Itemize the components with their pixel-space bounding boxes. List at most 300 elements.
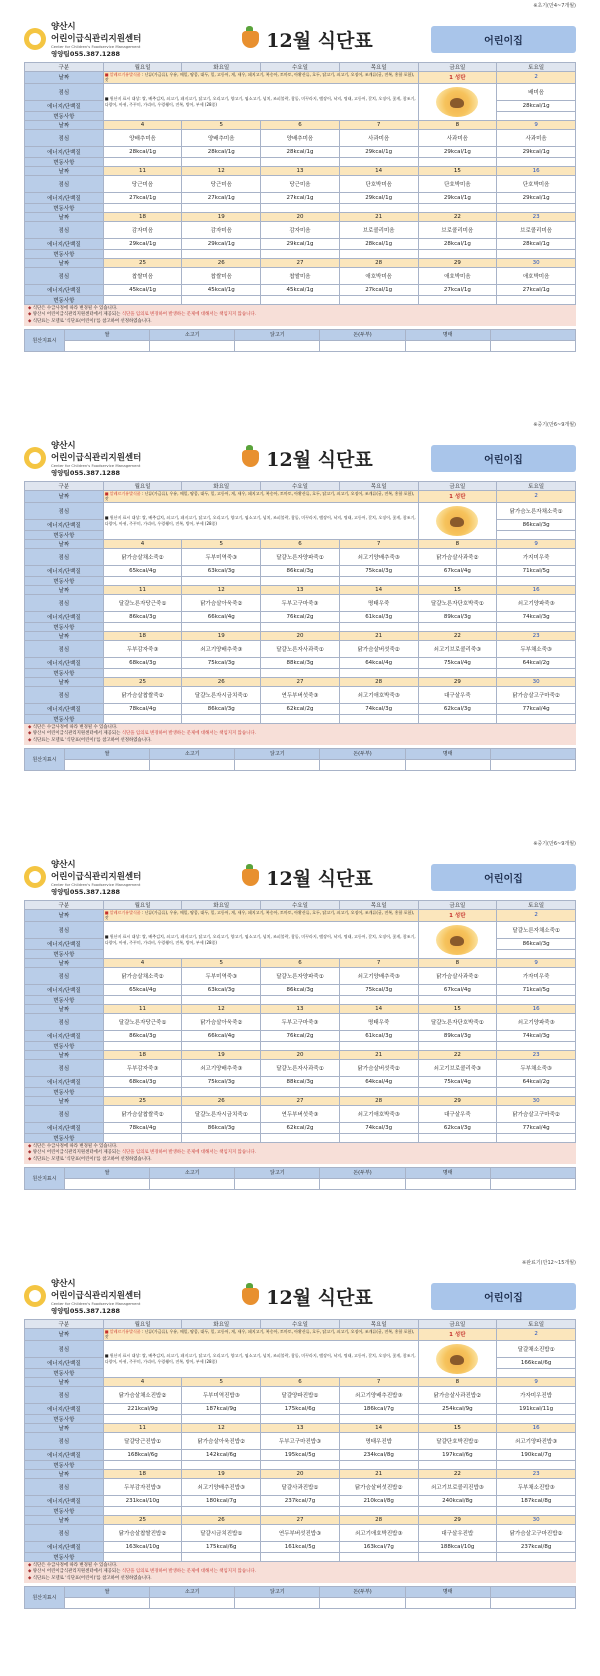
energy-protein-row	[25, 1076, 576, 1087]
date-cell: 14	[339, 1004, 418, 1013]
change-cell	[497, 668, 576, 677]
org-city: 양산시	[51, 441, 76, 451]
change-cell	[339, 1041, 418, 1050]
lunch-row-label: 점심	[25, 594, 104, 611]
lunch-row-label: 점심	[25, 921, 104, 938]
origin-value-cell	[320, 759, 405, 770]
footer-note-3: ◆ 식단표는 모델로 '식단표(어린이)'를 참고하여 선정하였습니다.	[28, 1157, 572, 1163]
change-row-label: 변동사항	[25, 668, 104, 677]
meal-cell: 닭가슴살사과죽②	[418, 967, 497, 984]
date-cell: 14	[339, 166, 418, 175]
page-title	[184, 1283, 431, 1310]
change-cell	[182, 1460, 261, 1469]
meal-cell: 닭가슴살찹쌀진밥②	[103, 1524, 182, 1541]
change-row	[25, 1414, 576, 1423]
date-cell: 30	[497, 1096, 576, 1105]
date-row	[25, 1050, 576, 1059]
date-cell: 2	[497, 910, 576, 922]
date-row	[25, 72, 576, 84]
kcal-cell: 86kcal/3g	[261, 984, 340, 995]
energy-protein-label: 에너지/단백질	[25, 192, 104, 203]
meal-cell: 당근미음	[103, 175, 182, 192]
meal-cell: 달걀노른자양파죽①	[261, 548, 340, 565]
energy-protein-row	[25, 192, 576, 203]
date-cell: 21	[339, 1050, 418, 1059]
energy-protein-row	[25, 1449, 576, 1460]
weekday-header-row	[25, 63, 576, 72]
footer-note-2a: 양산시 어린이급식관리지원센터에서 제공되는	[32, 731, 122, 737]
date-cell: 5	[182, 958, 261, 967]
lunch-row	[25, 921, 576, 938]
kcal-cell: 163kcal/10g	[103, 1541, 182, 1552]
date-cell: 28	[339, 1096, 418, 1105]
weekday-header: 목요일	[339, 482, 418, 491]
date-cell: 5	[182, 539, 261, 548]
lunch-row	[25, 267, 576, 284]
change-cell	[182, 249, 261, 258]
change-cell	[497, 530, 576, 539]
date-cell: 18	[103, 1050, 182, 1059]
meal-cell: 사과미음	[418, 129, 497, 146]
change-cell	[497, 995, 576, 1004]
stage-label: ※중기(만6~9개월)	[533, 422, 576, 428]
energy-protein-row	[25, 1541, 576, 1552]
change-cell	[261, 157, 340, 166]
origin-notice-text: ■ 원산지 표시 대상: 쌀, 배추김치, 쇠고기, 돼지고기, 닭고기, 오리고기, 양고기, 염소고기, 넙치, 조피볼락, 참돔, 미꾸라지, 뱀장어, 낙지, 명태, 고등어, 갈치, 오징어, 꽃게, 참조기, 다랑어, 아귀, 주꾸미, 가리비, 우렁쉥이, 전복, 방어, 부세 (28종)	[104, 934, 416, 945]
energy-protein-label: 에너지/단백질	[25, 1076, 104, 1087]
kcal-cell: 188kcal/10g	[418, 1541, 497, 1552]
change-cell	[339, 249, 418, 258]
change-cell	[103, 203, 182, 212]
mascot-illustration	[436, 1344, 478, 1374]
weekday-header: 금요일	[418, 482, 497, 491]
kcal-cell: 62kcal/3g	[418, 1122, 497, 1133]
change-cell	[261, 1552, 340, 1561]
date-cell: 21	[339, 1469, 418, 1478]
footer-note-2a: 양산시 어린이급식관리지원센터에서 제공되는	[32, 1150, 122, 1156]
origin-value-cell	[235, 1178, 320, 1189]
meal-cell: 달걀노른자채소죽①	[497, 921, 576, 938]
energy-protein-row	[25, 1030, 576, 1041]
change-row	[25, 714, 576, 723]
meal-cell: 대구살우죽	[418, 1105, 497, 1122]
date-cell: 18	[103, 212, 182, 221]
meal-cell: 달걀노른자사과죽①	[261, 640, 340, 657]
kcal-cell: 88kcal/3g	[261, 1076, 340, 1087]
kcal-cell: 27kcal/1g	[497, 284, 576, 295]
kcal-cell: 67kcal/4g	[418, 565, 497, 576]
origin-header-row	[25, 1586, 576, 1597]
lunch-row	[25, 129, 576, 146]
org-english-name: Center for Children's Foodservice Management	[51, 1301, 141, 1306]
meal-cell: 브로콜리미음	[339, 221, 418, 238]
lunch-row	[25, 1105, 576, 1122]
header-cell-category: 구분	[25, 482, 104, 491]
change-cell	[497, 1368, 576, 1377]
origin-item: 명태	[405, 329, 490, 340]
meal-cell: 가지미우죽	[497, 548, 576, 565]
date-cell: 29	[418, 1096, 497, 1105]
change-cell	[418, 1041, 497, 1050]
date-cell: 7	[339, 539, 418, 548]
change-cell	[418, 714, 497, 723]
footer-note-1: ◆ 식단은 수급사정에 따라 변경될 수 있습니다.	[28, 725, 572, 731]
kcal-cell: 28kcal/1g	[418, 238, 497, 249]
date-row-label: 날짜	[25, 72, 104, 84]
origin-item: 쌀	[65, 1167, 150, 1178]
change-row	[25, 576, 576, 585]
meal-cell: 닭가슴살아욱죽②	[182, 594, 261, 611]
date-row	[25, 1515, 576, 1524]
change-cell	[261, 1087, 340, 1096]
kcal-cell: 62kcal/2g	[261, 1122, 340, 1133]
change-cell	[103, 1414, 182, 1423]
meal-cell: 닭가슴살버섯죽②	[339, 640, 418, 657]
change-cell	[261, 295, 340, 304]
origin-item: 소고기	[150, 329, 235, 340]
origin-table	[24, 329, 576, 352]
date-cell: 21	[339, 212, 418, 221]
change-cell	[418, 203, 497, 212]
date-cell: 28	[339, 1515, 418, 1524]
origin-value-cell	[235, 1597, 320, 1608]
change-cell	[103, 1041, 182, 1050]
kcal-cell: 75kcal/4g	[418, 1076, 497, 1087]
change-cell	[497, 157, 576, 166]
weekday-header: 목요일	[339, 901, 418, 910]
change-cell	[182, 622, 261, 631]
date-cell: 7	[339, 958, 418, 967]
date-cell: 9	[497, 1377, 576, 1386]
date-row-label: 날짜	[25, 585, 104, 594]
origin-notice	[103, 921, 418, 958]
date-cell: 23	[497, 631, 576, 640]
change-cell	[261, 1414, 340, 1423]
meal-cell: 닭가슴노른자채소죽①	[497, 502, 576, 519]
change-cell	[182, 995, 261, 1004]
date-cell: 22	[418, 1050, 497, 1059]
origin-item: 돈(두부)	[320, 329, 405, 340]
kcal-cell: 27kcal/1g	[418, 284, 497, 295]
date-cell: 20	[261, 1050, 340, 1059]
org-name: 어린이급식관리지원센터	[51, 34, 142, 44]
change-row-label: 변동사항	[25, 203, 104, 212]
meal-cell: 두부고구마진밥③	[261, 1432, 340, 1449]
kcal-cell: 234kcal/8g	[339, 1449, 418, 1460]
kcal-cell: 62kcal/2g	[261, 703, 340, 714]
change-row-label: 변동사항	[25, 111, 104, 120]
date-row	[25, 1469, 576, 1478]
lunch-row	[25, 1013, 576, 1030]
meal-cell: 닭가슴살아욱진밥②	[182, 1432, 261, 1449]
lunch-row	[25, 686, 576, 703]
meal-cell: 쇠고기애호박죽③	[339, 1105, 418, 1122]
footer-note-3: ◆ 식단표는 모델로 '식단표(어린이)'를 참고하여 선정하였습니다.	[28, 1576, 572, 1582]
change-row-label: 변동사항	[25, 1368, 104, 1377]
weekday-header: 수요일	[261, 482, 340, 491]
meal-cell: 닭가슴살버섯진밥②	[339, 1478, 418, 1495]
date-cell: 9	[497, 539, 576, 548]
date-cell: 14	[339, 1423, 418, 1432]
change-cell	[339, 295, 418, 304]
date-cell: 28	[339, 258, 418, 267]
origin-value-cell	[490, 1178, 575, 1189]
kcal-cell: 86kcal/3g	[497, 519, 576, 530]
weekday-header: 화요일	[182, 482, 261, 491]
menu-sheet	[0, 0, 600, 419]
lunch-row-label: 점심	[25, 1478, 104, 1495]
origin-value-row	[25, 1178, 576, 1189]
change-cell	[418, 995, 497, 1004]
holiday-illustration-cell	[418, 83, 497, 120]
date-cell: 4	[103, 958, 182, 967]
origin-notice-text: ■ 원산지 표시 대상: 쌀, 배추김치, 쇠고기, 돼지고기, 닭고기, 오리고기, 양고기, 염소고기, 넙치, 조피볼락, 참돔, 미꾸라지, 뱀장어, 낙지, 명태, 고등어, 갈치, 오징어, 꽃게, 참조기, 다랑어, 아귀, 주꾸미, 가리비, 우렁쉥이, 전복, 방어, 부세 (28종)	[104, 515, 416, 526]
allergen-list: : 난류(가금류), 우유, 메밀, 땅콩, 대두, 밀, 고등어, 게, 새우, 돼지고기, 복숭아, 토마토, 아황산류, 호두, 닭고기, 쇠고기, 오징어, 조개류(굴, 전복, 홍합 포함), 잣	[104, 910, 415, 921]
change-cell	[339, 1087, 418, 1096]
kcal-cell: 240kcal/8g	[418, 1495, 497, 1506]
kcal-cell: 28kcal/1g	[497, 100, 576, 111]
change-row-label: 변동사항	[25, 1087, 104, 1096]
origin-value-cell	[405, 340, 490, 351]
origin-table	[24, 1586, 576, 1609]
energy-protein-label: 에너지/단백질	[25, 565, 104, 576]
holiday-cell: 1 성탄	[418, 72, 497, 84]
footer-note-2a: 양산시 어린이급식관리지원센터에서 제공되는	[32, 312, 122, 318]
kcal-cell: 63kcal/3g	[182, 565, 261, 576]
kcal-cell: 89kcal/3g	[418, 1030, 497, 1041]
change-cell	[339, 622, 418, 631]
origin-value-cell	[235, 759, 320, 770]
date-cell: 5	[182, 1377, 261, 1386]
kcal-cell: 27kcal/1g	[182, 192, 261, 203]
change-cell	[497, 1414, 576, 1423]
header-cell-category: 구분	[25, 901, 104, 910]
meal-cell: 명태우죽	[339, 594, 418, 611]
date-cell: 30	[497, 677, 576, 686]
stage-label: ※중기(만6~9개월)	[533, 841, 576, 847]
kcal-cell: 29kcal/1g	[339, 146, 418, 157]
change-row-label: 변동사항	[25, 1506, 104, 1515]
origin-value-cell	[150, 759, 235, 770]
weekday-header: 목요일	[339, 63, 418, 72]
footer-note-2b: 식단을 임의로 변경하여 발생하는 문제에 대해서는 책임지지 않습니다.	[121, 731, 256, 737]
meal-cell: 브로콜리미음	[418, 221, 497, 238]
change-row	[25, 995, 576, 1004]
date-cell: 23	[497, 212, 576, 221]
change-cell	[103, 714, 182, 723]
origin-item: 돈(두부)	[320, 1586, 405, 1597]
change-row	[25, 1133, 576, 1142]
date-cell: 12	[182, 1004, 261, 1013]
change-row	[25, 203, 576, 212]
allergen-text	[105, 491, 417, 502]
date-cell: 9	[497, 958, 576, 967]
sheet-header	[24, 1275, 576, 1317]
meal-cell: 두부고구마죽③	[261, 1013, 340, 1030]
date-cell: 20	[261, 1469, 340, 1478]
date-cell: 9	[497, 120, 576, 129]
origin-label: 원산지표시	[25, 329, 65, 351]
org-phone: 영양팀055.387.1288	[51, 888, 121, 896]
kcal-cell: 64kcal/4g	[339, 1076, 418, 1087]
date-cell: 13	[261, 1423, 340, 1432]
kcal-cell: 74kcal/3g	[497, 1030, 576, 1041]
change-cell	[418, 622, 497, 631]
change-row-label: 변동사항	[25, 949, 104, 958]
lunch-row	[25, 1386, 576, 1403]
meal-cell: 쇠고기애호박진밥③	[339, 1524, 418, 1541]
date-cell: 12	[182, 1423, 261, 1432]
kcal-cell: 142kcal/6g	[182, 1449, 261, 1460]
menu-table	[24, 900, 576, 1143]
meal-cell: 달걀노른자양파죽①	[261, 967, 340, 984]
date-cell: 26	[182, 1096, 261, 1105]
footer-note-1: ◆ 식단은 수급사정에 따라 변경될 수 있습니다.	[28, 1144, 572, 1150]
date-cell: 13	[261, 1004, 340, 1013]
origin-value-row	[25, 340, 576, 351]
date-cell: 21	[339, 631, 418, 640]
meal-cell: 배미음	[497, 83, 576, 100]
meal-cell: 닭가슴살고구마죽②	[497, 686, 576, 703]
meal-cell: 달걀노른자당근죽①	[103, 594, 182, 611]
lunch-row	[25, 1432, 576, 1449]
kcal-cell: 76kcal/2g	[261, 611, 340, 622]
kcal-cell: 27kcal/1g	[261, 192, 340, 203]
meal-cell: 달걀채소진밥①	[497, 1340, 576, 1357]
meal-cell: 애호박미음	[339, 267, 418, 284]
meal-cell: 단호박미음	[339, 175, 418, 192]
meal-cell: 쇠고기양배추진밥③	[182, 1478, 261, 1495]
weekday-header-row	[25, 1320, 576, 1329]
weekday-header-row	[25, 482, 576, 491]
kcal-cell: 175kcal/6g	[261, 1403, 340, 1414]
weekday-header: 금요일	[418, 901, 497, 910]
origin-item: 닭고기	[235, 329, 320, 340]
date-cell: 8	[418, 120, 497, 129]
kcal-cell: 63kcal/3g	[182, 984, 261, 995]
date-cell: 18	[103, 1469, 182, 1478]
lunch-row	[25, 548, 576, 565]
weekday-header: 화요일	[182, 63, 261, 72]
lunch-row	[25, 640, 576, 657]
date-row-label: 날짜	[25, 1469, 104, 1478]
energy-protein-row	[25, 611, 576, 622]
kcal-cell: 29kcal/1g	[261, 238, 340, 249]
footer-notes	[24, 1143, 576, 1164]
origin-item: 돈(두부)	[320, 1167, 405, 1178]
date-cell: 6	[261, 539, 340, 548]
lunch-row-label: 점심	[25, 548, 104, 565]
org-text	[51, 1277, 141, 1315]
date-cell: 16	[497, 166, 576, 175]
kcal-cell: 29kcal/1g	[418, 146, 497, 157]
kcal-cell: 75kcal/3g	[182, 1076, 261, 1087]
change-row-label: 변동사항	[25, 1414, 104, 1423]
weekday-header: 월요일	[103, 1320, 182, 1329]
energy-protein-label: 에너지/단백질	[25, 1495, 104, 1506]
meal-cell: 닭가슴살채소죽②	[103, 548, 182, 565]
holiday-illustration-cell	[418, 921, 497, 958]
date-cell: 2	[497, 491, 576, 503]
weekday-header: 금요일	[418, 63, 497, 72]
meal-cell: 애호박미음	[497, 267, 576, 284]
date-cell: 26	[182, 258, 261, 267]
change-cell	[261, 622, 340, 631]
menu-table	[24, 62, 576, 305]
origin-item: 소고기	[150, 1167, 235, 1178]
change-cell	[497, 1133, 576, 1142]
date-row-label: 날짜	[25, 958, 104, 967]
origin-notice	[103, 1340, 418, 1377]
meal-cell: 달걀노른자시금치죽①	[182, 686, 261, 703]
date-row	[25, 1004, 576, 1013]
change-row-label: 변동사항	[25, 1133, 104, 1142]
footer-notes	[24, 724, 576, 745]
change-cell	[497, 1506, 576, 1515]
lunch-row-label: 점심	[25, 686, 104, 703]
lunch-row-label: 점심	[25, 967, 104, 984]
kcal-cell: 66kcal/4g	[182, 611, 261, 622]
sheet-header	[24, 856, 576, 898]
weekday-header: 월요일	[103, 63, 182, 72]
meal-cell: 연두부버섯죽③	[261, 1105, 340, 1122]
date-row-label: 날짜	[25, 539, 104, 548]
meal-cell: 당근미음	[261, 175, 340, 192]
mascot-illustration	[436, 87, 478, 117]
change-row-label: 변동사항	[25, 1460, 104, 1469]
change-cell	[103, 1460, 182, 1469]
change-cell	[418, 576, 497, 585]
meal-cell: 대구살우진밥	[418, 1524, 497, 1541]
weekday-header: 월요일	[103, 482, 182, 491]
energy-protein-label: 에너지/단백질	[25, 657, 104, 668]
weekday-header: 수요일	[261, 901, 340, 910]
kcal-cell: 28kcal/1g	[261, 146, 340, 157]
energy-protein-row	[25, 146, 576, 157]
date-row-label: 날짜	[25, 677, 104, 686]
meal-cell: 찹쌀미음	[182, 267, 261, 284]
change-cell	[339, 714, 418, 723]
meal-cell: 닭가슴살찹쌀죽②	[103, 686, 182, 703]
meal-cell: 명태우진밥	[339, 1432, 418, 1449]
org-block	[24, 439, 184, 477]
footer-note-2b: 식단을 임의로 변경하여 발생하는 문제에 대해서는 책임지지 않습니다.	[121, 1569, 256, 1575]
date-cell: 11	[103, 1004, 182, 1013]
lunch-row-label: 점심	[25, 1105, 104, 1122]
origin-item: 소고기	[150, 748, 235, 759]
energy-protein-label: 에너지/단백질	[25, 146, 104, 157]
weekday-header-row	[25, 901, 576, 910]
date-row	[25, 677, 576, 686]
date-cell: 18	[103, 631, 182, 640]
change-row	[25, 1087, 576, 1096]
kcal-cell: 29kcal/1g	[339, 192, 418, 203]
change-cell	[182, 1552, 261, 1561]
origin-value-cell	[405, 1178, 490, 1189]
energy-protein-row	[25, 1122, 576, 1133]
kcal-cell: 86kcal/3g	[103, 611, 182, 622]
date-cell: 7	[339, 120, 418, 129]
change-row	[25, 1552, 576, 1561]
sheet-body	[24, 1275, 576, 1609]
change-cell	[261, 995, 340, 1004]
kcal-cell: 29kcal/1g	[497, 192, 576, 203]
kcal-cell: 180kcal/7g	[182, 1495, 261, 1506]
change-cell	[182, 157, 261, 166]
weekday-header: 토요일	[497, 1320, 576, 1329]
energy-protein-label: 에너지/단백질	[25, 100, 104, 111]
change-cell	[182, 1133, 261, 1142]
